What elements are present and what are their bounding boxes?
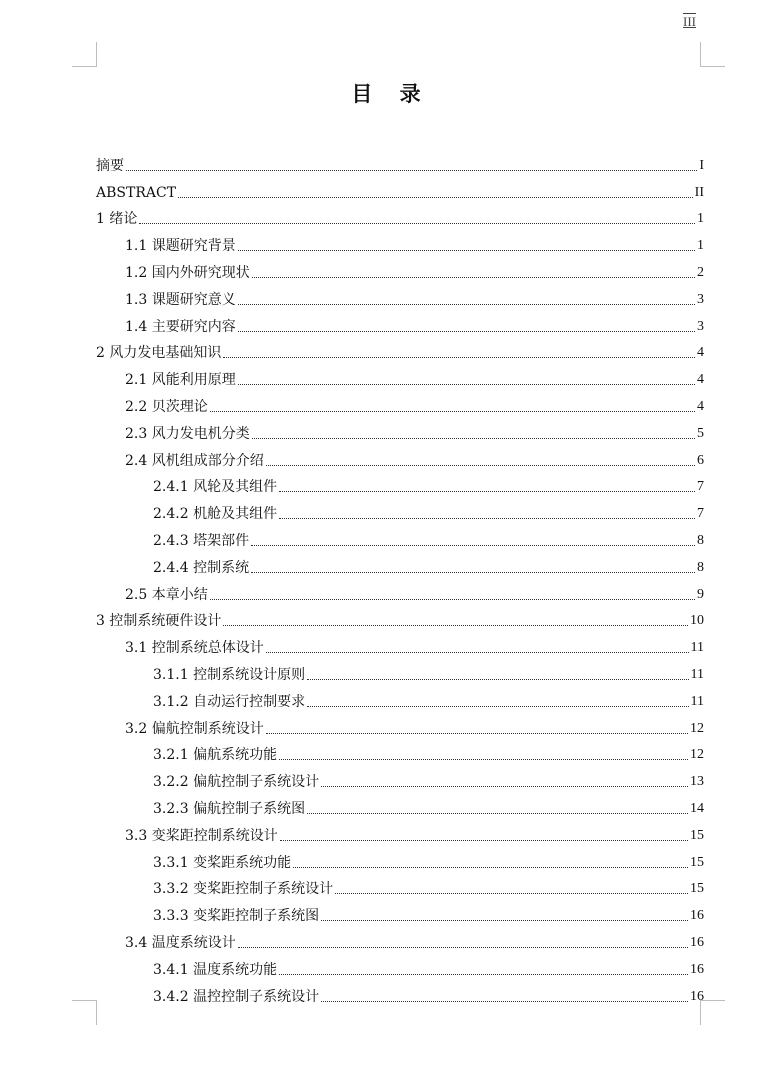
toc-entry-page-number: 10 bbox=[690, 613, 704, 629]
toc-dot-leader bbox=[178, 196, 693, 198]
toc-entry-page-number: 6 bbox=[697, 452, 704, 468]
toc-dot-leader bbox=[210, 598, 695, 600]
toc-entry-label: 3.2.1 偏航系统功能 bbox=[153, 747, 278, 764]
toc-entry-page-number: 16 bbox=[690, 988, 704, 1004]
toc-entry[interactable] bbox=[96, 925, 704, 952]
toc-entry-label: 3 控制系统硬件设计 bbox=[96, 613, 222, 630]
toc-entry[interactable] bbox=[96, 791, 704, 818]
toc-dot-leader bbox=[252, 276, 695, 278]
toc-entry-label: 3.4 温度系统设计 bbox=[125, 934, 236, 951]
toc-entry[interactable] bbox=[96, 309, 704, 336]
toc-dot-leader bbox=[307, 812, 688, 814]
toc-entry-page-number: II bbox=[694, 184, 704, 200]
toc-entry-label: 摘要 bbox=[96, 157, 124, 174]
toc-entry[interactable] bbox=[96, 979, 704, 1006]
toc-entry-label: 1.2 国内外研究现状 bbox=[125, 264, 250, 281]
toc-entry-page-number: 4 bbox=[697, 372, 704, 388]
toc-dot-leader bbox=[321, 919, 688, 921]
toc-entry-label: 2.4.1 风轮及其组件 bbox=[153, 479, 278, 496]
toc-dot-leader bbox=[266, 732, 688, 734]
toc-dot-leader bbox=[321, 1000, 688, 1002]
toc-entry-label: 2.3 风力发电机分类 bbox=[125, 425, 250, 442]
toc-entry[interactable] bbox=[96, 443, 704, 470]
toc-dot-leader bbox=[279, 517, 695, 519]
toc-entry-page-number: 11 bbox=[690, 640, 704, 656]
toc-entry-page-number: 3 bbox=[697, 291, 704, 307]
toc-entry-label: 1.4 主要研究内容 bbox=[125, 318, 236, 335]
toc-entry-label: 2.4.4 控制系统 bbox=[153, 559, 250, 576]
toc-entry-label: 3.2.2 偏航控制子系统设计 bbox=[153, 774, 320, 791]
toc-entry[interactable] bbox=[96, 175, 704, 202]
toc-dot-leader bbox=[279, 758, 688, 760]
toc-dot-leader bbox=[251, 571, 695, 573]
toc-entry-page-number: 1 bbox=[697, 238, 704, 254]
toc-entry-page-number: 11 bbox=[690, 693, 704, 709]
toc-entry[interactable] bbox=[96, 523, 704, 550]
toc-dot-leader bbox=[279, 490, 695, 492]
toc-entry[interactable] bbox=[96, 470, 704, 497]
toc-entry-page-number: 5 bbox=[697, 425, 704, 441]
toc-entry-label: 2.4.2 机舱及其组件 bbox=[153, 506, 278, 523]
toc-entry[interactable] bbox=[96, 738, 704, 765]
toc-entry[interactable] bbox=[96, 255, 704, 282]
toc-entry-page-number: 15 bbox=[690, 854, 704, 870]
toc-entry[interactable] bbox=[96, 604, 704, 631]
toc-entry[interactable] bbox=[96, 952, 704, 979]
toc-entry-label: 3.1.1 控制系统设计原则 bbox=[153, 666, 306, 683]
toc-entry[interactable] bbox=[96, 872, 704, 899]
toc-dot-leader bbox=[266, 651, 689, 653]
margin-corner-top-left bbox=[72, 42, 97, 67]
toc-entry-label: 2.4 风机组成部分介绍 bbox=[125, 452, 264, 469]
toc-dot-leader bbox=[139, 222, 695, 224]
toc-dot-leader bbox=[223, 356, 695, 358]
toc-entry-page-number: 16 bbox=[690, 961, 704, 977]
toc-entry-page-number: 15 bbox=[690, 827, 704, 843]
margin-corner-bottom-left bbox=[72, 1000, 97, 1025]
page-number: III bbox=[683, 14, 696, 29]
toc-dot-leader bbox=[307, 705, 688, 707]
toc-entry-page-number: 4 bbox=[697, 345, 704, 361]
toc-entry[interactable] bbox=[96, 202, 704, 229]
toc-entry[interactable] bbox=[96, 336, 704, 363]
toc-entry[interactable] bbox=[96, 228, 704, 255]
toc-entry[interactable] bbox=[96, 818, 704, 845]
toc-entry-label: 3.1.2 自动运行控制要求 bbox=[153, 693, 306, 710]
toc-entry-page-number: 3 bbox=[697, 318, 704, 334]
toc-dot-leader bbox=[252, 437, 695, 439]
toc-entry[interactable] bbox=[96, 711, 704, 738]
toc-dot-leader bbox=[210, 410, 695, 412]
toc-entry[interactable] bbox=[96, 684, 704, 711]
toc-entry-page-number: 14 bbox=[690, 800, 704, 816]
toc-entry-page-number: 1 bbox=[697, 211, 704, 227]
toc-entry-page-number: 8 bbox=[697, 559, 704, 575]
toc-entry[interactable] bbox=[96, 496, 704, 523]
toc-entry-label: 2 风力发电基础知识 bbox=[96, 345, 222, 362]
toc-entry-page-number: 9 bbox=[697, 586, 704, 602]
toc-dot-leader bbox=[238, 303, 695, 305]
toc-entry-label: 3.4.1 温度系统功能 bbox=[153, 961, 278, 978]
toc-entry-page-number: I bbox=[699, 157, 704, 173]
toc-entry-label: 3.3.3 变桨距控制子系统图 bbox=[153, 908, 320, 925]
toc-dot-leader bbox=[238, 383, 695, 385]
margin-corner-top-right bbox=[700, 42, 725, 67]
toc-entry-page-number: 13 bbox=[690, 774, 704, 790]
toc-entry[interactable] bbox=[96, 282, 704, 309]
toc-entry-page-number: 12 bbox=[690, 747, 704, 763]
toc-dot-leader bbox=[279, 973, 688, 975]
toc-dot-leader bbox=[280, 839, 688, 841]
toc-entry-label: ABSTRACT bbox=[96, 184, 177, 201]
toc-entry-label: 2.2 贝茨理论 bbox=[125, 398, 208, 415]
toc-dot-leader bbox=[238, 330, 695, 332]
toc-entry-label: 3.2.3 偏航控制子系统图 bbox=[153, 800, 306, 817]
toc-entry[interactable] bbox=[96, 657, 704, 684]
toc-entry[interactable] bbox=[96, 362, 704, 389]
toc-entry[interactable] bbox=[96, 630, 704, 657]
toc-entry-page-number: 2 bbox=[697, 264, 704, 280]
toc-entry-page-number: 16 bbox=[690, 908, 704, 924]
toc-entry-page-number: 15 bbox=[690, 881, 704, 897]
toc-entry-page-number: 4 bbox=[697, 398, 704, 414]
toc-dot-leader bbox=[335, 892, 688, 894]
toc-title: 目 录 bbox=[351, 82, 431, 106]
toc-entry-label: 3.3.2 变桨距控制子系统设计 bbox=[153, 881, 334, 898]
toc-entry-label: 3.3.1 变桨距系统功能 bbox=[153, 854, 292, 871]
toc-dot-leader bbox=[293, 866, 688, 868]
toc-dot-leader bbox=[251, 544, 695, 546]
toc-entry-label: 2.5 本章小结 bbox=[125, 586, 208, 603]
toc-entry[interactable] bbox=[96, 550, 704, 577]
toc-entry-label: 3.2 偏航控制系统设计 bbox=[125, 720, 264, 737]
toc-entry-page-number: 8 bbox=[697, 532, 704, 548]
toc-entry-label: 2.1 风能利用原理 bbox=[125, 372, 236, 389]
toc-entry-page-number: 16 bbox=[690, 934, 704, 950]
toc-dot-leader bbox=[321, 785, 688, 787]
toc-entry-label: 1 绪论 bbox=[96, 211, 138, 228]
toc-list bbox=[96, 148, 704, 1006]
toc-entry[interactable] bbox=[96, 416, 704, 443]
toc-dot-leader bbox=[238, 249, 695, 251]
toc-dot-leader bbox=[223, 624, 688, 626]
toc-dot-leader bbox=[266, 464, 695, 466]
toc-entry-page-number: 7 bbox=[697, 506, 704, 522]
toc-entry[interactable] bbox=[96, 898, 704, 925]
toc-entry[interactable] bbox=[96, 845, 704, 872]
toc-entry-label: 1.1 课题研究背景 bbox=[125, 238, 236, 255]
toc-entry-page-number: 7 bbox=[697, 479, 704, 495]
toc-entry-label: 2.4.3 塔架部件 bbox=[153, 532, 250, 549]
toc-entry-page-number: 11 bbox=[690, 666, 704, 682]
toc-entry-label: 3.1 控制系统总体设计 bbox=[125, 640, 264, 657]
toc-dot-leader bbox=[238, 946, 688, 948]
toc-entry-label: 1.3 课题研究意义 bbox=[125, 291, 236, 308]
toc-dot-leader bbox=[126, 169, 697, 171]
toc-entry[interactable] bbox=[96, 764, 704, 791]
toc-entry-page-number: 12 bbox=[690, 720, 704, 736]
toc-entry-label: 3.4.2 温控控制子系统设计 bbox=[153, 988, 320, 1005]
toc-entry[interactable] bbox=[96, 148, 704, 175]
toc-entry[interactable] bbox=[96, 577, 704, 604]
toc-entry[interactable] bbox=[96, 389, 704, 416]
toc-entry-label: 3.3 变桨距控制系统设计 bbox=[125, 827, 278, 844]
toc-dot-leader bbox=[307, 678, 688, 680]
